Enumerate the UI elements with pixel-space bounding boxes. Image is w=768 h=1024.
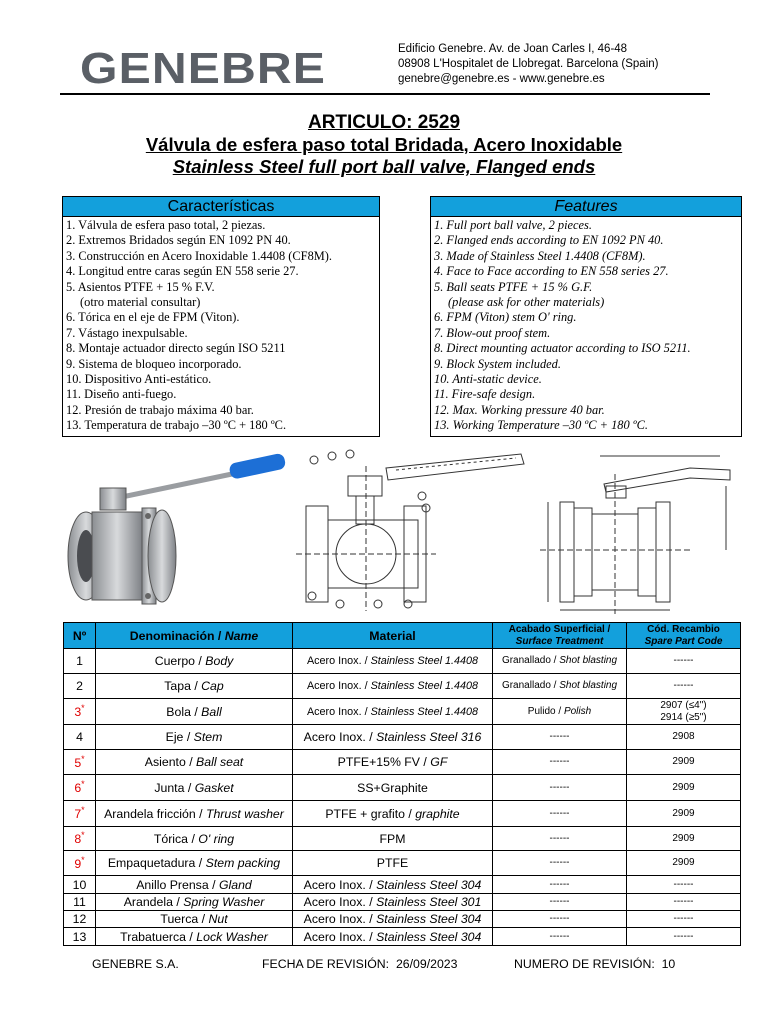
cell-surface (493, 928, 627, 946)
material-es: Acero Inox. / (303, 730, 377, 744)
table-row (64, 894, 741, 911)
address-line: genebre@genebre.es - www.genebre.es (398, 73, 605, 85)
cell-num (64, 775, 96, 801)
part-number: 8 (74, 832, 82, 847)
list-item: 11. Fire-safe design. (434, 387, 536, 402)
header-text: Surface Treatment (515, 635, 604, 647)
cell-code (627, 894, 741, 911)
footer-company: GENEBRE S.A. (92, 957, 179, 971)
valve-photo (62, 446, 292, 616)
part-number: 6 (74, 781, 82, 796)
table-row (64, 876, 741, 894)
list-item: 13. Working Temperature –30 ºC + 180 ºC. (434, 418, 648, 433)
spare-code: 2909 (672, 781, 695, 793)
list-item: 5. Ball seats PTFE + 15 % G.F. (434, 279, 593, 294)
list-item: 3. Made of Stainless Steel 1.4408 (CF8M). (434, 248, 646, 263)
material-es: PTFE + grafito / (325, 806, 416, 821)
name-en: Lock Washer (196, 929, 268, 944)
header-text: Denominación / (129, 628, 225, 643)
cell-num (64, 649, 96, 674)
revision-number: 10 (661, 957, 676, 971)
spanish-title: Válvula de esfera paso total Bridada, Acero Inoxidable (145, 134, 623, 155)
name-es: Arandela / (123, 895, 184, 909)
material-es: Acero Inox. / (303, 895, 377, 909)
spare-code: ------ (673, 655, 694, 666)
cell-material (293, 851, 493, 876)
parts-table (63, 622, 741, 946)
cell-code (627, 649, 741, 674)
material-en: Stainless Steel 1.4408 (370, 680, 479, 692)
cell-name (96, 894, 293, 911)
col-header-code (627, 623, 741, 649)
part-number: 2 (76, 679, 83, 693)
cell-name (96, 750, 293, 775)
cell-name (96, 827, 293, 851)
material-en: graphite (415, 806, 460, 821)
name-es: Trabatuerca / (120, 929, 197, 944)
table-row (64, 911, 741, 928)
name-en: Thrust washer (205, 806, 284, 821)
part-number: 7 (74, 807, 82, 822)
surface-en: Shot blasting (559, 655, 618, 666)
spare-code: 2909 (672, 857, 695, 868)
cell-surface (493, 649, 627, 674)
cell-material (293, 775, 493, 801)
table-row (64, 725, 741, 750)
cell-num (64, 801, 96, 827)
surface-es: ------ (549, 896, 570, 907)
table-row (64, 851, 741, 876)
cell-code (627, 750, 741, 775)
part-number: 1 (76, 654, 83, 668)
col-header-num: Nº (64, 623, 96, 649)
spare-code: 2909 (672, 756, 695, 767)
cell-surface (493, 894, 627, 911)
table-row (64, 649, 741, 674)
surface-es: ------ (549, 913, 570, 924)
surface-es: Granallado / (501, 655, 560, 666)
parts-table-body (64, 649, 741, 946)
revision-date: 26/09/2023 (395, 957, 458, 971)
cell-code (627, 876, 741, 894)
surface-es: ------ (549, 878, 570, 890)
spare-part-asterisk: * (81, 779, 85, 790)
cell-code (627, 725, 741, 750)
cell-material (293, 911, 493, 928)
caracteristicas-box (62, 196, 380, 437)
surface-es: ------ (549, 930, 570, 942)
cell-code (627, 928, 741, 946)
list-item: 9. Block System included. (434, 356, 561, 371)
caracteristicas-heading: Características (63, 197, 379, 217)
name-es: Tórica / (153, 831, 199, 846)
cell-name (96, 928, 293, 946)
address-line: Edificio Genebre. Av. de Joan Carles I, 46-48 (398, 43, 628, 55)
english-title: Stainless Steel full port ball valve, Flanged ends (172, 156, 596, 177)
cell-code (627, 699, 741, 725)
spare-part-asterisk: * (81, 805, 85, 816)
name-es: Bola / (166, 704, 202, 719)
cell-num (64, 725, 96, 750)
header-text: Spare Part Code (644, 635, 723, 647)
table-row (64, 827, 741, 851)
cell-surface (493, 876, 627, 894)
part-number: 3 (74, 705, 82, 720)
valve-dimension-drawing (540, 446, 740, 616)
spare-code: 2907 (≤4") (660, 699, 707, 711)
surface-es: ------ (549, 756, 570, 767)
spare-code: ------ (673, 878, 694, 890)
material-en: Stainless Steel 316 (376, 730, 482, 744)
spare-code: 2909 (672, 807, 695, 819)
cell-name (96, 851, 293, 876)
spare-code: 2914 (≥5") (660, 711, 707, 723)
list-item: 5. Asientos PTFE + 15 % F.V. (66, 279, 215, 294)
list-item: 11. Diseño anti-fuego. (66, 387, 177, 402)
table-row (64, 775, 741, 801)
cell-num (64, 750, 96, 775)
name-es: Tuerca / (160, 912, 209, 926)
revision-number-label: NUMERO DE REVISIÓN: (514, 957, 655, 971)
material-es: Acero Inox. / (306, 655, 371, 667)
table-row (64, 801, 741, 827)
genebre-logo (80, 48, 328, 88)
material-en: Stainless Steel 304 (376, 912, 482, 926)
cell-name (96, 876, 293, 894)
cell-name (96, 674, 293, 699)
name-en: Spring Washer (183, 895, 265, 909)
surface-es: ------ (549, 857, 570, 868)
cell-num (64, 699, 96, 725)
material-es: Acero Inox. / (303, 877, 377, 892)
surface-es: ------ (549, 832, 570, 844)
col-header-surface (493, 623, 627, 649)
cell-code (627, 674, 741, 699)
name-en: O' ring (198, 831, 235, 846)
list-item: 8. Direct mounting actuator according to ISO 5211. (434, 341, 691, 356)
material-es: FPM (379, 831, 406, 846)
cell-material (293, 699, 493, 725)
material-en: GF (430, 755, 448, 769)
cell-material (293, 649, 493, 674)
part-number: 12 (72, 912, 87, 926)
cell-code (627, 801, 741, 827)
name-es: Junta / (154, 780, 195, 795)
part-number: 9 (74, 857, 82, 872)
cell-material (293, 674, 493, 699)
cell-surface (493, 750, 627, 775)
cell-surface (493, 827, 627, 851)
part-number: 5 (74, 756, 82, 771)
material-en: Stainless Steel 304 (376, 929, 482, 944)
name-es: Anillo Prensa / (136, 877, 219, 892)
cell-num (64, 827, 96, 851)
cell-surface (493, 674, 627, 699)
part-number: 11 (73, 895, 86, 909)
list-item: 10. Dispositivo Anti-estático. (66, 372, 212, 387)
surface-es: ------ (549, 731, 570, 742)
list-item: 10. Anti-static device. (434, 372, 542, 387)
cell-material (293, 750, 493, 775)
header-text: Name (224, 628, 259, 643)
spare-part-asterisk: * (81, 753, 85, 764)
footer-revision-number (514, 957, 675, 971)
list-item: 6. Tórica en el eje de FPM (Viton). (66, 310, 240, 325)
cell-surface (493, 725, 627, 750)
name-es: Eje / (165, 730, 194, 744)
material-es: Acero Inox. / (306, 705, 371, 718)
surface-es: Pulido / (527, 705, 564, 717)
cell-name (96, 699, 293, 725)
header-divider (60, 93, 710, 95)
material-es: Acero Inox. / (306, 680, 371, 692)
list-item: (please ask for other materials) (448, 295, 605, 310)
list-item: 9. Sistema de bloqueo incorporado. (66, 356, 242, 371)
cell-name (96, 649, 293, 674)
footer-revision-date (262, 957, 457, 971)
table-row (64, 928, 741, 946)
cell-name (96, 911, 293, 928)
spare-code: 2908 (672, 731, 695, 742)
list-item: 6. FPM (Viton) stem O' ring. (434, 310, 577, 325)
material-en: Stainless Steel 1.4408 (370, 655, 479, 667)
material-es: PTFE (376, 856, 409, 870)
list-item: 8. Montaje actuador directo según ISO 5211 (66, 341, 286, 356)
part-number: 10 (72, 877, 87, 892)
list-item: 7. Vástago inexpulsable. (66, 325, 188, 340)
list-item: 2. Flanged ends according to EN 1092 PN 40. (434, 233, 664, 248)
revision-date-label: FECHA DE REVISIÓN: (262, 957, 390, 971)
material-en: Stainless Steel 304 (376, 877, 482, 892)
company-address (398, 42, 658, 87)
features-box (430, 196, 742, 437)
cell-surface (493, 775, 627, 801)
col-header-material: Material (293, 623, 493, 649)
cell-surface (493, 699, 627, 725)
name-en: Gasket (194, 780, 234, 795)
table-row (64, 750, 741, 775)
name-es: Cuerpo / (154, 654, 206, 668)
logo-text: GENEBRE (80, 48, 326, 88)
material-en: Stainless Steel 301 (376, 895, 482, 909)
name-en: Stem packing (205, 856, 281, 870)
cell-num (64, 674, 96, 699)
list-item: 1. Full port ball valve, 2 pieces. (434, 218, 592, 232)
name-en: Stem (193, 730, 223, 744)
name-en: Gland (218, 877, 252, 892)
table-header-row (64, 623, 741, 649)
name-en: Ball (201, 704, 222, 719)
list-item: (otro material consultar) (80, 295, 201, 310)
surface-en: Polish (563, 705, 592, 717)
features-heading: Features (431, 197, 741, 217)
cell-material (293, 928, 493, 946)
cell-name (96, 725, 293, 750)
name-en: Body (205, 654, 234, 668)
list-item: 2. Extremos Bridados según EN 1092 PN 40. (66, 233, 291, 248)
spare-code: 2909 (672, 832, 695, 844)
cell-code (627, 911, 741, 928)
cell-num (64, 911, 96, 928)
name-es: Asiento / (144, 755, 197, 769)
header-text: Acabado Superficial / (508, 623, 611, 635)
material-es: SS+Graphite (357, 780, 428, 795)
cell-name (96, 801, 293, 827)
article-title: ARTICULO: 2529 (307, 112, 461, 133)
cell-surface (493, 851, 627, 876)
list-item: 7. Blow-out proof stem. (434, 325, 551, 340)
cell-material (293, 827, 493, 851)
spare-part-asterisk: * (81, 703, 85, 714)
surface-es: ------ (549, 781, 570, 793)
cell-num (64, 876, 96, 894)
spare-code: ------ (673, 930, 694, 942)
cell-code (627, 775, 741, 801)
list-item: 12. Presión de trabajo máxima 40 bar. (66, 402, 254, 417)
title-block (0, 112, 768, 178)
spare-code: ------ (673, 913, 694, 924)
list-item: 12. Max. Working pressure 40 bar. (434, 402, 605, 417)
list-item: 1. Válvula de esfera paso total, 2 piezas. (66, 218, 266, 232)
part-number: 13 (72, 929, 87, 944)
surface-es: ------ (549, 807, 570, 819)
surface-en: Shot blasting (559, 680, 618, 691)
surface-es: Granallado / (501, 680, 560, 691)
spare-code: ------ (673, 896, 694, 907)
spare-part-asterisk: * (81, 830, 85, 841)
list-item: 13. Temperatura de trabajo –30 ºC + 180 ºC. (66, 418, 287, 433)
spare-part-asterisk: * (81, 854, 85, 865)
cell-material (293, 725, 493, 750)
caracteristicas-list (63, 217, 379, 436)
spare-code: ------ (673, 680, 694, 691)
material-en: Stainless Steel 1.4408 (370, 705, 479, 718)
list-item: 4. Face to Face according to EN 558 series 27. (434, 264, 669, 279)
cell-code (627, 851, 741, 876)
name-en: Cap (201, 679, 224, 693)
name-en: Ball seat (196, 755, 244, 769)
name-es: Empaquetadura / (107, 856, 206, 870)
table-row (64, 699, 741, 725)
name-en: Nut (208, 912, 228, 926)
cell-num (64, 851, 96, 876)
cell-surface (493, 911, 627, 928)
material-es: Acero Inox. / (303, 912, 377, 926)
cell-material (293, 876, 493, 894)
cell-material (293, 894, 493, 911)
part-number: 4 (76, 730, 83, 744)
col-header-name (96, 623, 293, 649)
cell-name (96, 775, 293, 801)
name-es: Tapa / (164, 679, 202, 693)
list-item: 3. Construcción en Acero Inoxidable 1.4408 (CF8M). (66, 248, 333, 263)
features-list (431, 217, 741, 436)
valve-section-drawing (296, 446, 536, 616)
cell-num (64, 928, 96, 946)
material-es: Acero Inox. / (303, 929, 377, 944)
address-line: 08908 L'Hospitalet de Llobregat. Barcelona (Spain) (398, 58, 659, 70)
name-es: Arandela fricción / (104, 806, 206, 821)
list-item: 4. Longitud entre caras según EN 558 serie 27. (66, 264, 299, 279)
cell-code (627, 827, 741, 851)
cell-material (293, 801, 493, 827)
header-text: Cód. Recambio (647, 623, 720, 635)
cell-num (64, 894, 96, 911)
table-row (64, 674, 741, 699)
cell-surface (493, 801, 627, 827)
material-es: PTFE+15% FV / (337, 755, 431, 769)
